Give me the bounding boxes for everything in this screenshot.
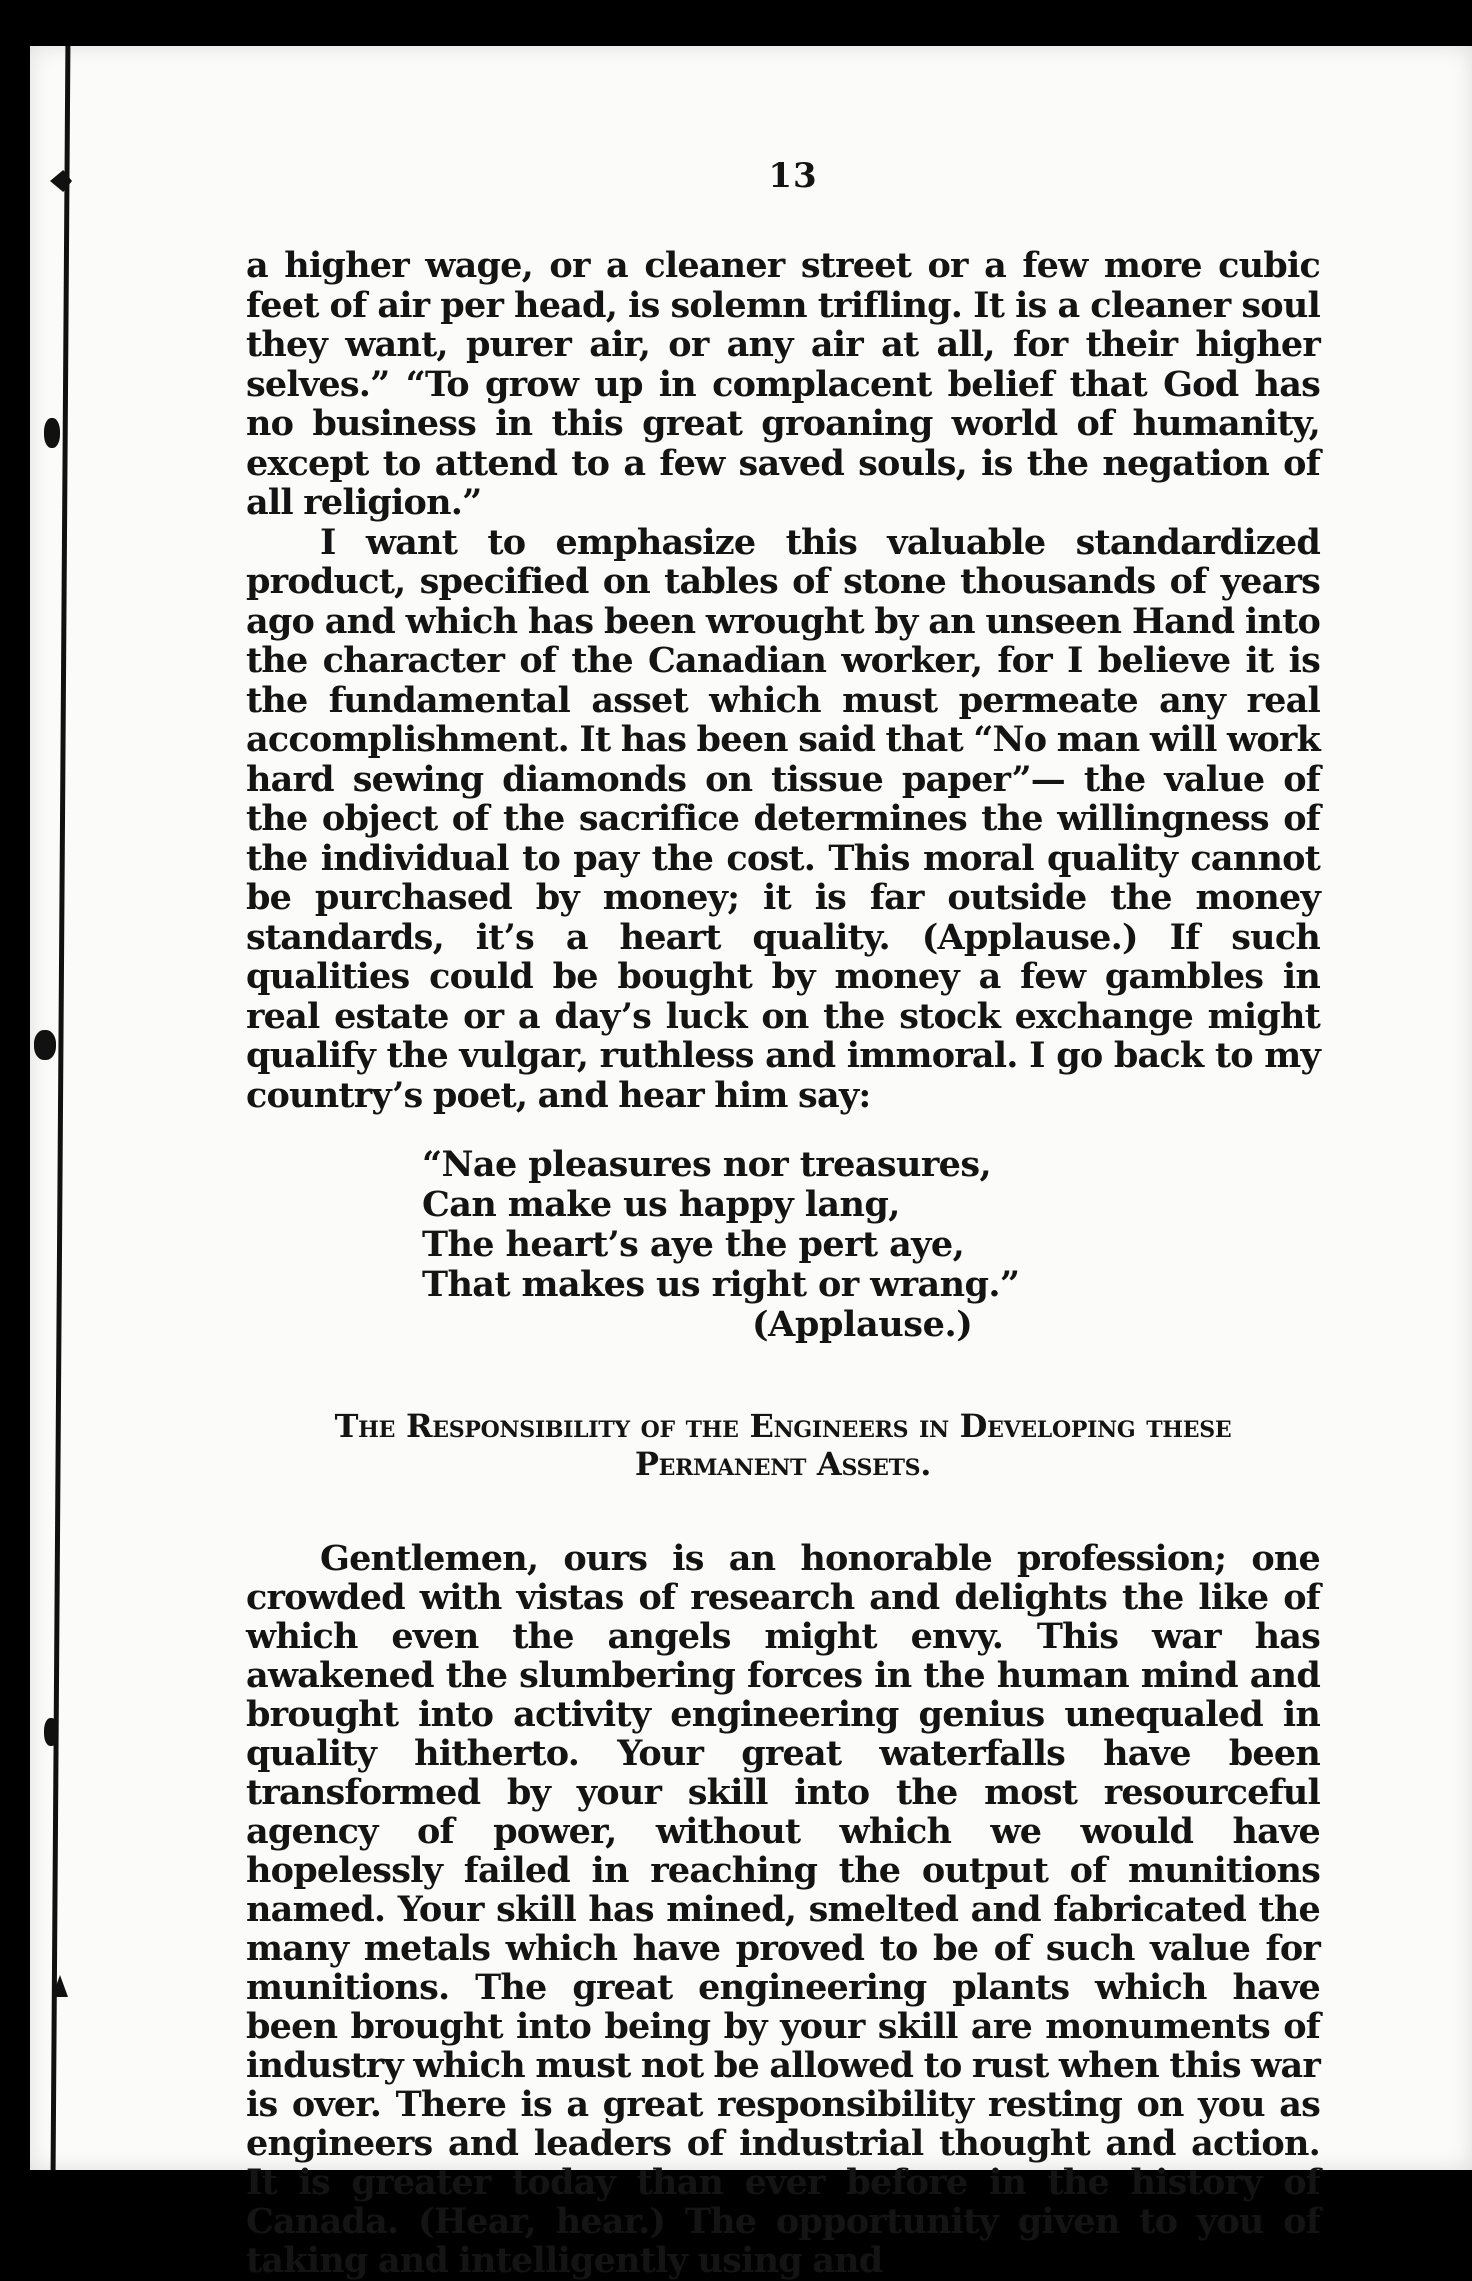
- verse-quotation: [422, 1145, 1320, 1345]
- paragraph-engineers-responsibility: Gentlemen, ours is an honorable profession; one crowded with vistas of research and delights the like of which even the angels might envy. This war has awakened the slumbering forces in the human mind and brought into activity engineering genius unequaled in quality hitherto. Your great waterfalls have been transformed by your skill into the most resourceful agency of power, without which we would have hopelessly failed in reaching the output of munitions named. Your skill has mined, smelted and fabricated the many metals which have proved to be of such value for munitions. The great engineering plants which have been brought into being by your skill are monuments of industry which must not be allowed to rust when this war is over. There is a great responsibility resting on you as engineers and leaders of industrial thought and action. It is greater today than ever before in the history of Canada. (Hear, hear.) The opportunity given to you of taking and intelligently using and: [246, 1538, 1320, 2281]
- paragraph-continued: a higher wage, or a cleaner street or a few more cubic feet of air per head, is solemn trifling. It is a cleaner soul they want, purer air, or any air at all, for their higher selves.” “To grow up in complacent belief that God has no business in this great groaning world of humanity, except to attend to a few saved souls, is the negation of all religion.”: [246, 245, 1320, 523]
- paragraph-standardized-product: I want to emphasize this valuable standardized product, specified on tables of stone thousands of years ago and which has been wrought by an unseen Hand into the character of the Canadian worker, for I believe it is the fundamental asset which must permeate any real accomplishment. It has been said that “No man will work hard sewing diamonds on tissue paper”— the value of the object of the sacrifice determines the willingness of the individual to pay the cost. This moral quality cannot be purchased by money; it is far outside the money standards, it’s a heart quality. (Applause.) If such qualities could be bought by money a few gambles in real estate or a day’s luck on the stock exchange might qualify the vulgar, ruthless and immoral. I go back to my country’s poet, and hear him say:: [246, 521, 1320, 1116]
- page-content: [246, 156, 1320, 2280]
- binding-mark: [34, 1030, 56, 1060]
- page-number: 13: [768, 156, 818, 196]
- verse-line: That makes us right or wrang.”: [422, 1264, 1020, 1305]
- binding-mark: [44, 1718, 58, 1746]
- verse-line: “Nae pleasures nor treasures,: [422, 1144, 992, 1185]
- verse-line: The heart’s aye the pert aye,: [422, 1224, 965, 1265]
- section-heading-line: Permanent Assets.: [634, 1445, 932, 1483]
- binding-mark: [44, 418, 60, 448]
- section-heading: [246, 1407, 1320, 1483]
- section-heading-line: The Responsibility of the Engineers in Developing these: [334, 1407, 1232, 1445]
- verse-line: Can make us happy lang,: [422, 1184, 900, 1225]
- verse-applause: (Applause.): [752, 1304, 973, 1345]
